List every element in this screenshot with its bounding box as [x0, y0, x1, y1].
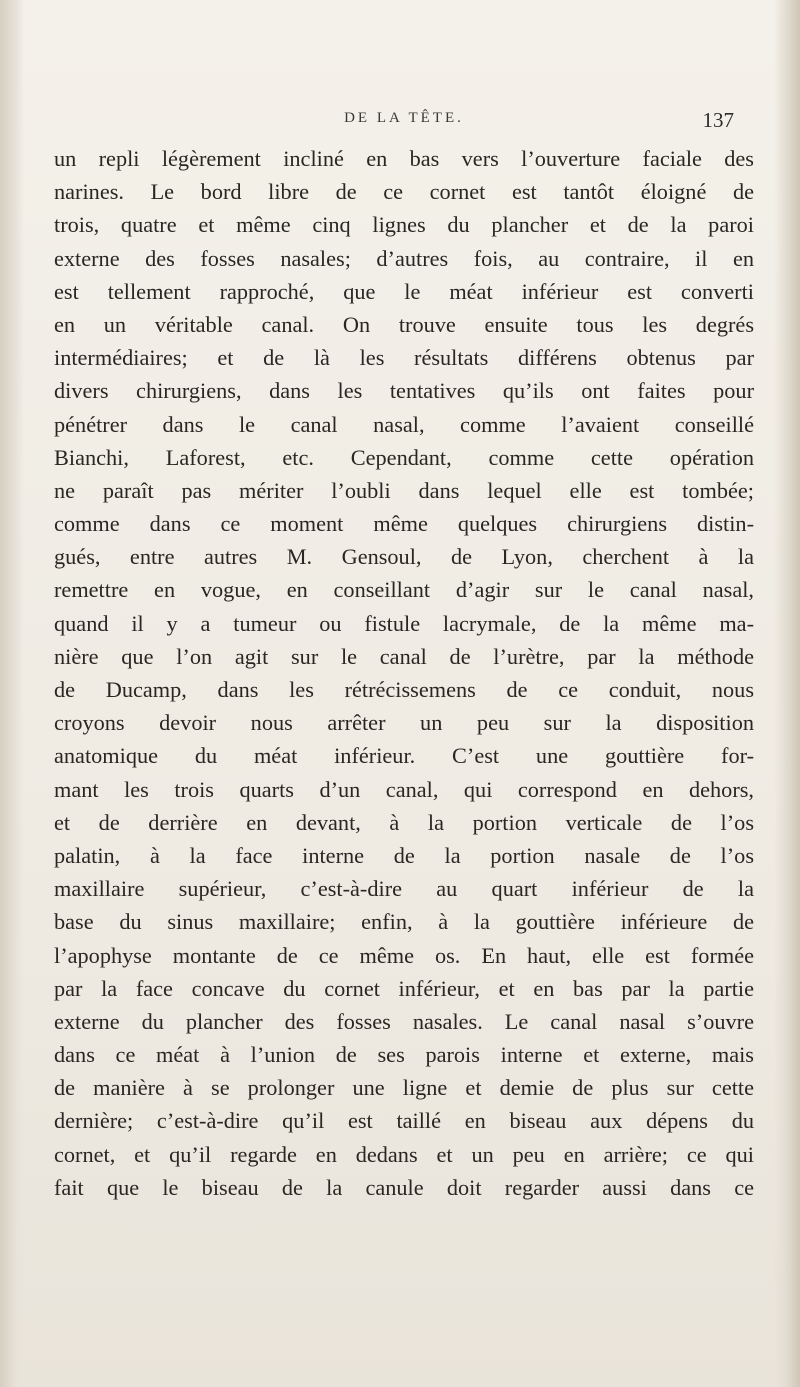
- text-line: dernière; c’est-à-dire qu’il est taillé en biseau aux dépens du: [54, 1108, 754, 1134]
- text-line: comme dans ce moment même quelques chirurgiens distin-: [54, 511, 754, 537]
- text-line: l’apophyse montante de ce même os. En haut, elle est formée: [54, 942, 754, 968]
- text-line: en un véritable canal. On trouve ensuite tous les degrés: [54, 311, 754, 337]
- text-line: quand il y a tumeur ou fistule lacrymale, de la même ma-: [54, 610, 754, 636]
- text-line: mant les trois quarts d’un canal, qui correspond en dehors,: [54, 776, 754, 802]
- text-line: un repli légèrement incliné en bas vers l’ouverture faciale des: [54, 146, 754, 171]
- text-line: remettre en vogue, en conseillant d’agir sur le canal nasal,: [54, 577, 754, 603]
- text-line: base du sinus maxillaire; enfin, à la gouttière inférieure de: [54, 909, 754, 935]
- page-header: [54, 108, 754, 142]
- text-line: est tellement rapproché, que le méat inférieur est converti: [54, 278, 754, 304]
- page-number: 137: [702, 108, 734, 132]
- text-line: externe des fosses nasales; d’autres fois, au contraire, il en: [54, 245, 754, 271]
- text-line: divers chirurgiens, dans les tentatives qu’ils ont faites pour: [54, 378, 754, 404]
- text-line: externe du plancher des fosses nasales. Le canal nasal s’ouvre: [54, 1008, 754, 1034]
- running-head: DE LA TÊTE.: [344, 110, 464, 126]
- text-line: maxillaire supérieur, c’est-à-dire au quart inférieur de la: [54, 876, 754, 902]
- text-line: gués, entre autres M. Gensoul, de Lyon, cherchent à la: [54, 544, 754, 570]
- text-line: cornet, et qu’il regarde en dedans et un peu en arrière; ce qui: [54, 1141, 754, 1167]
- text-line: pénétrer dans le canal nasal, comme l’avaient conseillé: [54, 411, 754, 437]
- body-text: [54, 142, 754, 1204]
- text-line: croyons devoir nous arrêter un peu sur la disposition: [54, 710, 754, 736]
- text-line: palatin, à la face interne de la portion nasale de l’os: [54, 842, 754, 868]
- text-line: Bianchi, Laforest, etc. Cependant, comme cette opération: [54, 444, 754, 470]
- text-line: trois, quatre et même cinq lignes du plancher et de la paroi: [54, 212, 754, 238]
- text-line: et de derrière en devant, à la portion verticale de l’os: [54, 809, 754, 835]
- text-line: de manière à se prolonger une ligne et demie de plus sur cette: [54, 1075, 754, 1101]
- text-line: nière que l’on agit sur le canal de l’urètre, par la méthode: [54, 643, 754, 669]
- text-line: anatomique du méat inférieur. C’est une gouttière for-: [54, 743, 754, 769]
- text-line: fait que le biseau de la canule doit regarder aussi dans ce: [54, 1174, 754, 1200]
- page-left-edge: [0, 0, 24, 1387]
- text-line: intermédiaires; et de là les résultats différens obtenus par: [54, 345, 754, 371]
- page-right-edge: [774, 0, 800, 1387]
- text-line: de Ducamp, dans les rétrécissemens de ce conduit, nous: [54, 677, 754, 702]
- text-line: dans ce méat à l’union de ses parois interne et externe, mais: [54, 1042, 754, 1068]
- text-line: par la face concave du cornet inférieur, et en bas par la partie: [54, 975, 754, 1001]
- text-line: ne paraît pas mériter l’oubli dans lequel elle est tombée;: [54, 477, 754, 503]
- text-line: narines. Le bord libre de ce cornet est tantôt éloigné de: [54, 179, 754, 205]
